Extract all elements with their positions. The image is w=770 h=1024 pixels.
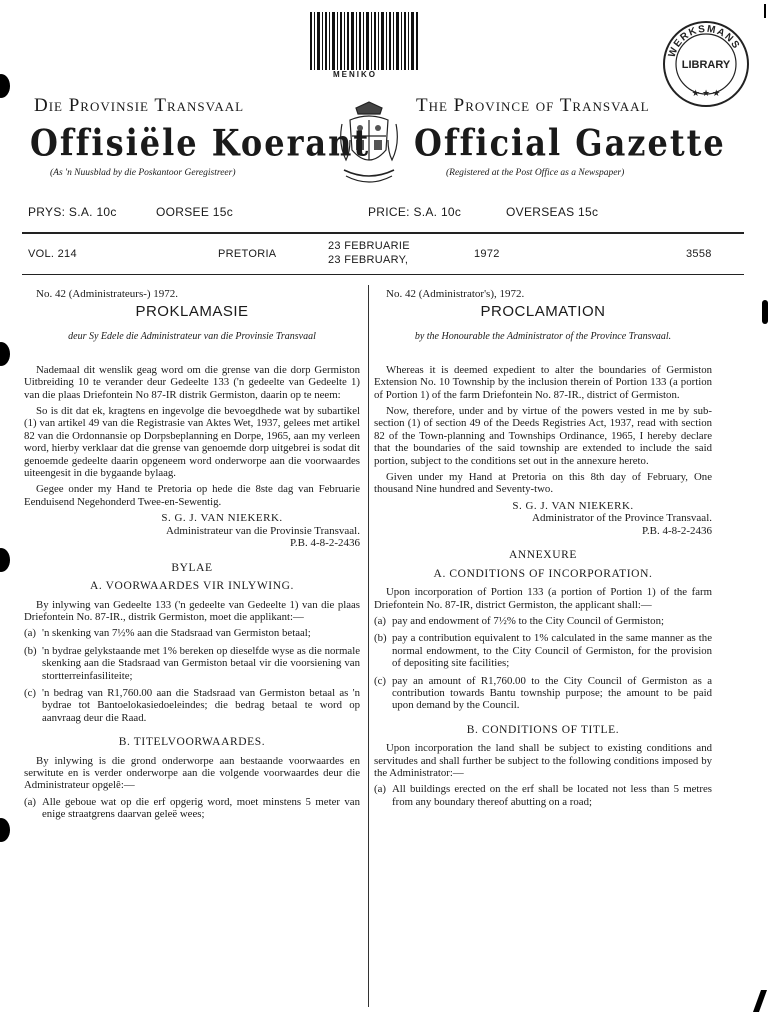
item-text: 'n bedrag van R1,760.00 aan die Stadsraad van Germiston betaal as 'n bydrae tot Bantoelokasiedoeleindes; die bedrag betaal te word op aanvraag deur die Raad. bbox=[42, 687, 360, 724]
item-label: (a) bbox=[24, 627, 36, 640]
item-label: (c) bbox=[24, 687, 36, 700]
english-column bbox=[374, 288, 712, 813]
registration-note-afrikaans: (As 'n Nuusblad by die Poskantoor Geregistreer) bbox=[50, 168, 236, 178]
section-b-heading: B. CONDITIONS OF TITLE. bbox=[466, 723, 620, 736]
svg-text:LIBRARY: LIBRARY bbox=[681, 59, 731, 71]
section-b-intro: Upon incorporation the land shall be subject to existing conditions and servitudes and shall further be subject to the following conditions imposed by the Administrator:— bbox=[374, 742, 712, 780]
condition-item bbox=[374, 675, 712, 712]
proclamation-subtitle: by the Honourable the Administrator of the Province Transvaal. bbox=[414, 330, 672, 342]
scan-mark bbox=[762, 300, 768, 324]
item-text: pay an amount of R1,760.00 to the City Council of Germiston as a contribution towards Bantu township purpose; the amount to be paid upon demand by the Council. bbox=[392, 674, 712, 712]
condition-item bbox=[24, 796, 360, 821]
condition-item bbox=[374, 783, 712, 808]
signatory-name: S. G. J. VAN NIEKERK. bbox=[161, 512, 283, 525]
overseas-price-english: OVERSEAS 15c bbox=[506, 205, 599, 219]
item-text: 'n skenking van 7½% aan die Stadsraad van Germiston betaal; bbox=[42, 627, 311, 640]
signature-block bbox=[24, 512, 360, 550]
section-a-intro: By inlywing van Gedeelte 133 ('n gedeelte van Gedeelte 1) van die plaas Driefontein No. 87-IR., distrik Germiston, moet die applikant:— bbox=[24, 598, 360, 623]
price-afrikaans: PRYS: S.A. 10c bbox=[28, 205, 117, 219]
signatory-title: Administrator of the Province Transvaal. bbox=[532, 512, 712, 525]
proclamation-subtitle: deur Sy Edele die Administrateur van die Provinsie Transvaal bbox=[68, 330, 316, 342]
section-a-heading: A. CONDITIONS OF INCORPORATION. bbox=[433, 567, 653, 580]
punch-hole bbox=[0, 818, 10, 842]
notice-number: No. 42 (Administrateurs-) 1972. bbox=[36, 288, 179, 300]
svg-text:WERKSMANS: WERKSMANS bbox=[666, 23, 742, 59]
punch-hole bbox=[0, 548, 10, 572]
overseas-price-afrikaans: OORSEE 15c bbox=[156, 205, 234, 219]
condition-item bbox=[374, 615, 712, 627]
gazette-name-afrikaans: Offisiële Koerant bbox=[30, 121, 371, 165]
gazette-name-english: Official Gazette bbox=[414, 121, 726, 165]
masthead-rule bbox=[22, 232, 744, 234]
signatory-title: Administrateur van die Provinsie Transvaal. bbox=[165, 524, 360, 537]
proclamation-heading: PROCLAMATION bbox=[480, 303, 606, 321]
column-divider bbox=[368, 285, 369, 1007]
proclamation-heading: PROKLAMASIE bbox=[135, 303, 249, 321]
annexure-heading: BYLAE bbox=[171, 561, 213, 574]
file-reference: P.B. 4-8-2-2436 bbox=[642, 524, 712, 537]
barcode-graphic bbox=[310, 12, 418, 76]
notice-number: No. 42 (Administrator's), 1972. bbox=[386, 288, 525, 300]
condition-item bbox=[374, 632, 712, 669]
item-label: (a) bbox=[24, 795, 36, 808]
section-b-heading: B. TITELVOORWAARDES. bbox=[118, 736, 266, 749]
volume-number: VOL. 214 bbox=[28, 248, 77, 260]
issue-date-english: 23 FEBRUARY, bbox=[328, 254, 409, 266]
operative-paragraph: So is dit dat ek, kragtens en ingevolge die bevoegdhede wat by subartikel (1) van artikel 49 van die Registrasie van Aktes Wet, 1937, gelees met artikel 82 van die Ordonnansie op Dorpsbeplanning en Dorpe, 1965, aan my verleen word, hierby verklaar dat die grense van genoemde dorp uitgebrei is sodat dit genoemde gedeelte daarin opgeneem word onderworpe aan die voorwaardes uiteengesit in die bygaande bylaag. bbox=[24, 405, 360, 480]
section-a-intro: Upon incorporation of Portion 133 (a portion of Portion 1) of the farm Driefontein No. 87-IR, district Germiston, the applicant shall:— bbox=[374, 586, 712, 611]
library-stamp bbox=[660, 18, 752, 110]
price-english: PRICE: S.A. 10c bbox=[368, 205, 462, 219]
preamble-paragraph: Whereas it is deemed expedient to alter the boundaries of Germiston Extension No. 10 Township by the inclusion therein of Portion 133 (a portion of Portion 1) of the farm Driefontein No. 87-IR., district of Germiston. bbox=[374, 363, 712, 401]
masthead-title-afrikaans: Die Provinsie Transvaal bbox=[34, 95, 245, 116]
item-text: pay a contribution equivalent to 1% calculated in the same manner as the normal endowment, to the City Council of Germiston, for the provision of depositing site facilities; bbox=[392, 632, 712, 670]
item-label: (b) bbox=[24, 644, 37, 657]
svg-text:★ ★ ★: ★ ★ ★ bbox=[691, 88, 721, 98]
issue-number: 3558 bbox=[686, 248, 712, 260]
given-under-hand-paragraph: Given under my Hand at Pretoria on this 8th day of February, One thousand Nine hundred and Seventy-two. bbox=[374, 471, 712, 496]
place-of-publication: PRETORIA bbox=[218, 248, 277, 260]
punch-hole bbox=[0, 74, 10, 98]
signature-block bbox=[374, 500, 712, 538]
item-text: All buildings erected on the erf shall be located not less than 5 metres from any boundary thereof abutting on a road; bbox=[392, 783, 712, 808]
annexure-heading: ANNEXURE bbox=[508, 549, 578, 562]
condition-item bbox=[24, 627, 360, 639]
given-under-hand-paragraph: Gegee onder my Hand te Pretoria op hede die 8ste dag van Februarie Eenduisend Negehonderd Twee-en-Sewentig. bbox=[24, 483, 360, 508]
condition-item bbox=[24, 645, 360, 682]
issue-date-afrikaans: 23 FEBRUARIE bbox=[328, 240, 410, 252]
item-text: 'n bydrae gelykstaande met 1% bereken op dieselfde wyse as die normale skenking aan die Stadsraad van Germiston betaal vir die voorsiening van stortterreinfasiliteite; bbox=[42, 644, 360, 682]
afrikaans-column bbox=[24, 288, 360, 826]
item-text: Alle geboue wat op die erf opgerig word, moet minstens 5 meter van enige straatgrens daarvan geleë wees; bbox=[42, 795, 360, 821]
item-label: (a) bbox=[374, 615, 386, 627]
registration-note-english: (Registered at the Post Office as a Newspaper) bbox=[446, 168, 625, 178]
barcode-label: MENIKO bbox=[333, 70, 377, 79]
section-a-heading: A. VOORWAARDES VIR INLYWING. bbox=[89, 580, 294, 593]
masthead-title-english: The Province of Transvaal bbox=[416, 95, 650, 116]
issue-year: 1972 bbox=[474, 248, 500, 260]
punch-hole bbox=[0, 342, 10, 366]
section-b-intro: By inlywing is die grond onderworpe aan bestaande voorwaardes en serwitute en is verder onderworpe aan die volgende voorwaardes deur die Administrateur opgelê:— bbox=[24, 754, 360, 792]
file-reference: P.B. 4-8-2-2436 bbox=[290, 537, 360, 550]
operative-paragraph: Now, therefore, under and by virtue of the powers vested in me by sub-section (1) of section 49 of the Deeds Registries Act, 1937, read with section 82 of the Town-planning and Townships Ordinance, 1965, I hereby declare that the boundaries of the said township are extended to include the said portion, subject to the conditions set out in the annexure hereto. bbox=[374, 405, 712, 467]
item-label: (c) bbox=[374, 674, 386, 687]
scan-mark bbox=[753, 990, 767, 1012]
item-label: (a) bbox=[374, 783, 386, 796]
item-label: (b) bbox=[374, 632, 387, 645]
item-text: pay and endowment of 7½% to the City Council of Germiston; bbox=[392, 615, 664, 627]
scan-mark bbox=[764, 4, 766, 18]
signatory-name: S. G. J. VAN NIEKERK. bbox=[512, 499, 634, 512]
issue-line-rule bbox=[22, 274, 744, 275]
preamble-paragraph: Nademaal dit wenslik geag word om die grense van die dorp Germiston Uitbreiding 10 te verander deur Gedeelte 133 ('n gedeelte van Gedeelte 1) van die plaas Driefontein No 87-IR distrik Germiston, daarin op te neem: bbox=[24, 363, 360, 401]
condition-item bbox=[24, 687, 360, 724]
